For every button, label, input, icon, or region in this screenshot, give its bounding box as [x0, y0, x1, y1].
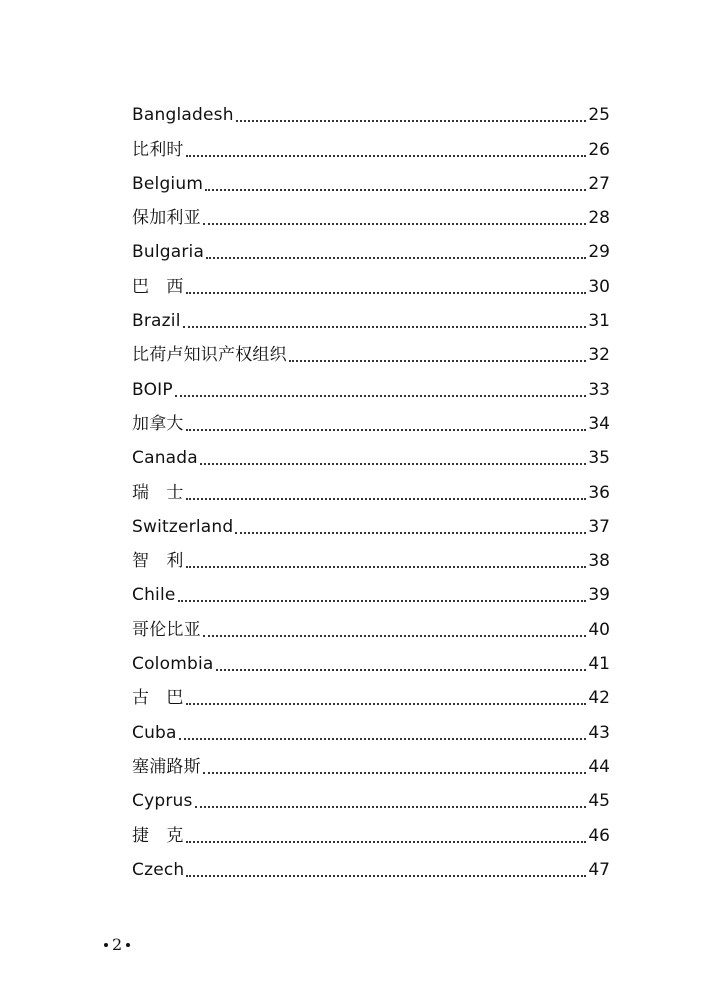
toc-entry-title: Brazil	[132, 311, 181, 332]
dot-leader	[179, 738, 586, 740]
dot-leader	[186, 429, 586, 431]
toc-entry-page: 37	[588, 516, 610, 537]
toc-entry-title: 捷 克	[132, 825, 184, 846]
dot-leader	[235, 532, 586, 534]
dot-leader	[236, 120, 586, 122]
toc-entry-title: 塞浦路斯	[132, 756, 201, 777]
toc-entry[interactable]	[132, 165, 610, 199]
toc-entry[interactable]	[132, 96, 610, 130]
dot-leader	[178, 600, 586, 602]
toc-entry-page: 26	[588, 139, 610, 160]
toc-entry-page: 45	[588, 791, 610, 812]
toc-entry[interactable]	[132, 645, 610, 679]
toc-entry-page: 30	[588, 276, 610, 297]
toc-entry[interactable]	[132, 233, 610, 267]
dot-leader	[203, 223, 586, 225]
dot-leader	[186, 498, 586, 500]
toc-entry[interactable]	[132, 508, 610, 542]
toc-entry-page: 39	[588, 585, 610, 606]
toc-entry-page: 44	[588, 756, 610, 777]
page-number: 2	[112, 935, 123, 954]
toc-entry[interactable]	[132, 370, 610, 404]
toc-entry-title: Switzerland	[132, 516, 234, 537]
dot-leader	[186, 292, 586, 294]
dot-leader	[186, 703, 586, 705]
bullet-icon	[104, 943, 108, 947]
dot-leader	[203, 635, 586, 637]
dot-leader	[200, 463, 586, 465]
toc-entry-page: 33	[588, 379, 610, 400]
page-footer	[104, 935, 130, 954]
toc-entry-title: 比利时	[132, 139, 184, 160]
toc-entry[interactable]	[132, 610, 610, 644]
toc-entry-page: 27	[588, 173, 610, 194]
toc-entry[interactable]	[132, 130, 610, 164]
toc-entry[interactable]	[132, 267, 610, 301]
toc-entry[interactable]	[132, 713, 610, 747]
toc-entry-title: Bulgaria	[132, 242, 205, 263]
toc-entry[interactable]	[132, 679, 610, 713]
toc-entry-title: Bangladesh	[132, 105, 234, 126]
toc-entry-page: 34	[588, 413, 610, 434]
toc-entry[interactable]	[132, 816, 610, 850]
dot-leader	[289, 360, 586, 362]
dot-leader	[183, 326, 586, 328]
toc-entry[interactable]	[132, 199, 610, 233]
dot-leader	[186, 841, 586, 843]
table-of-contents	[132, 96, 610, 885]
toc-entry-page: 32	[588, 345, 610, 366]
toc-entry-page: 43	[588, 722, 610, 743]
toc-entry[interactable]	[132, 748, 610, 782]
toc-entry[interactable]	[132, 473, 610, 507]
toc-entry[interactable]	[132, 851, 610, 885]
toc-entry-title: Cuba	[132, 722, 177, 743]
toc-entry-title: Canada	[132, 448, 198, 469]
toc-entry-title: BOIP	[132, 379, 173, 400]
toc-entry-title: Cyprus	[132, 791, 193, 812]
toc-entry-title: 比荷卢知识产权组织	[132, 345, 287, 366]
dot-leader	[205, 189, 586, 191]
toc-entry-page: 35	[588, 448, 610, 469]
toc-entry-page: 28	[588, 208, 610, 229]
toc-entry[interactable]	[132, 439, 610, 473]
toc-entry-title: 瑞 士	[132, 482, 184, 503]
toc-entry-title: Chile	[132, 585, 176, 606]
toc-entry-page: 31	[588, 311, 610, 332]
toc-entry[interactable]	[132, 542, 610, 576]
toc-entry-title: 巴 西	[132, 276, 184, 297]
dot-leader	[216, 669, 587, 671]
dot-leader	[203, 772, 586, 774]
toc-entry-page: 41	[588, 654, 610, 675]
toc-entry[interactable]	[132, 302, 610, 336]
dot-leader	[195, 806, 586, 808]
toc-entry-title: 古 巴	[132, 688, 184, 709]
toc-entry-page: 36	[588, 482, 610, 503]
toc-entry[interactable]	[132, 336, 610, 370]
toc-entry-page: 40	[588, 619, 610, 640]
toc-entry[interactable]	[132, 405, 610, 439]
dot-leader	[206, 257, 586, 259]
dot-leader	[186, 155, 586, 157]
toc-entry-title: 哥伦比亚	[132, 619, 201, 640]
toc-entry[interactable]	[132, 782, 610, 816]
toc-entry-title: 智 利	[132, 551, 184, 572]
toc-entry-page: 25	[588, 105, 610, 126]
toc-entry-title: Belgium	[132, 173, 204, 194]
toc-entry-page: 38	[588, 551, 610, 572]
toc-entry-page: 47	[588, 859, 610, 880]
toc-entry-page: 42	[588, 688, 610, 709]
dot-leader	[186, 875, 586, 877]
toc-entry[interactable]	[132, 576, 610, 610]
toc-entry-title: 加拿大	[132, 413, 184, 434]
toc-entry-title: 保加利亚	[132, 208, 201, 229]
toc-entry-page: 29	[588, 242, 610, 263]
bullet-icon	[126, 943, 130, 947]
dot-leader	[175, 395, 586, 397]
toc-entry-title: Czech	[132, 859, 185, 880]
toc-entry-page: 46	[588, 825, 610, 846]
toc-entry-title: Colombia	[132, 654, 214, 675]
dot-leader	[186, 566, 586, 568]
